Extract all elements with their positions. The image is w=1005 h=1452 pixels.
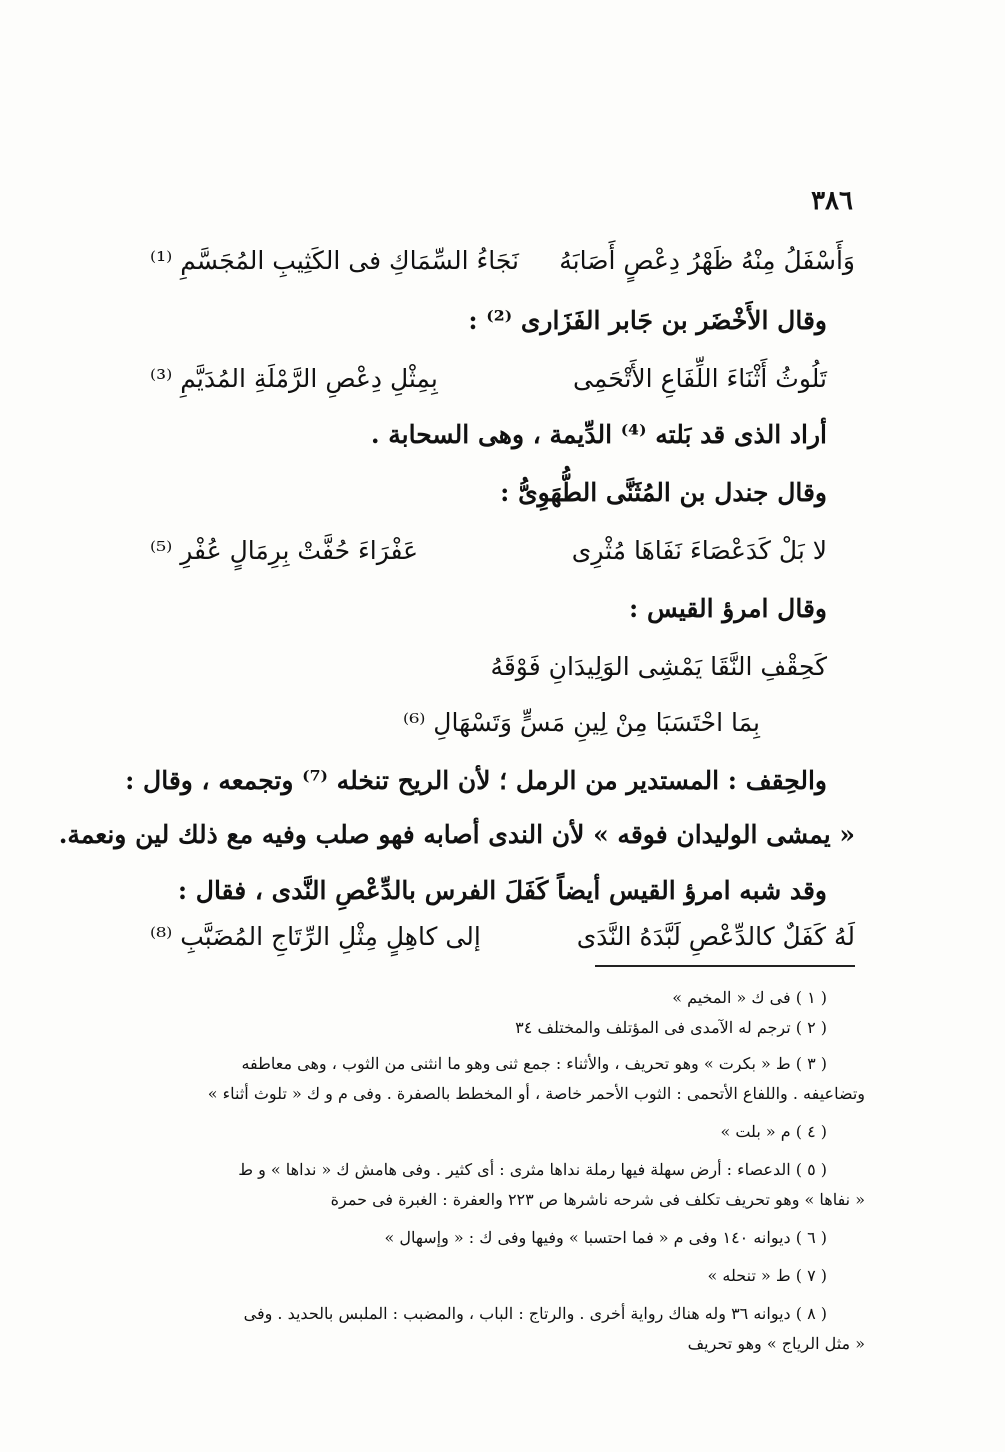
verse-hemistich-right: لَهُ كَفَلٌ كالدِّعْصِ لَبَّدَهُ النَّدَى: [576, 922, 855, 951]
footnote-continuation: « نفاها » وهو تحريف تكلف فى شرحه ناشرها ص ٢٢٣ والعفرة : الغبرة فى حمرة: [330, 1190, 865, 1209]
footnote: ( ١ ) فى ك « المخيم »: [672, 988, 827, 1007]
prose-line: وقال جندل بن المُثَنَّى الطُّهَوِىُّ :: [500, 478, 827, 507]
verse-single-line: كَحِقْفِ النَّقَا يَمْشِى الوَلِيدَانِ فَوْقَهُ: [490, 652, 827, 681]
verse-hemistich-right: تَلُوثُ أَثْنَاءَ اللِّفَاعِ الأَتْحَمِى: [573, 364, 827, 393]
verse-line-3: [150, 536, 827, 566]
footnote-divider: [595, 965, 855, 967]
footnote: ( ٧ ) ط « تنحله »: [707, 1266, 827, 1285]
verse-line-1: [150, 246, 855, 276]
footnote: ( ٤ ) م « بلت »: [720, 1122, 827, 1141]
footnote: ( ٦ ) ديوانه ١٤٠ وفى م « فما احتسبا » وفيها وفى ك : « وإسهال »: [384, 1228, 827, 1247]
verse-line-4: [150, 922, 855, 952]
verse-hemistich-left: نَجَاءُ السِّمَاكِ فى الكَثِيبِ المُجَسَّمِ ⁽¹⁾: [150, 246, 519, 275]
prose-line: أراد الذى قد بَلته ⁽⁴⁾ الدِّيمة ، وهى السحابة .: [370, 420, 827, 449]
footnote: ( ٥ ) الدعصاء : أرض سهلة فيها رملة نداها مثرى : أى كثير . وفى هامش ك « نداها » و ط: [238, 1160, 827, 1179]
verse-hemistich-left: بِمِثْلِ دِعْصِ الرَّمْلَةِ المُدَيَّمِ ⁽³⁾: [150, 364, 438, 393]
prose-line: وقال الأَخْضَر بن جَابر الفَزَارى ⁽²⁾ :: [468, 306, 827, 335]
prose-line: وقد شبه امرؤ القيس أيضاً كَفَلَ الفرس بالدِّعْصِ النَّدى ، فقال :: [177, 876, 827, 905]
footnote: ( ٨ ) ديوانه ٣٦ وله هناك رواية أخرى . والرتاج : الباب ، والمضبب : الملبس بالحديد . وفى: [243, 1304, 827, 1323]
verse-line-2: [150, 364, 827, 394]
footnote-continuation: « مثل الرياج » وهو تحريف: [687, 1334, 865, 1353]
verse-hemistich-left: إلى كاهِلٍ مِثْلِ الرِّتَاجِ المُضَبَّبِ ⁽⁸⁾: [150, 922, 481, 951]
verse-hemistich-right: لا بَلْ كَدَعْصَاءَ نَفَاهَا مُثْرِى: [571, 536, 827, 565]
footnote: ( ٣ ) ط « بكرت » وهو تحريف ، والأثناء : جمع ثنى وهو ما انثنى من الثوب ، وهى معاطفه: [241, 1054, 827, 1073]
footnote-continuation: وتضاعيفه . واللفاع الأتحمى : الثوب الأحمر خاصة ، أو المخطط بالصفرة . وفى م و ك « تلوث أثناء »: [207, 1084, 865, 1103]
page-number: ٣٨٦: [811, 186, 853, 216]
verse-single-line: بِمَا احْتَسَبَا مِنْ لِينِ مَسٍّ وَتَسْهَالِ ⁽⁶⁾: [403, 708, 760, 737]
prose-line: وقال امرؤ القيس :: [629, 594, 827, 623]
prose-line: والحِقف : المستدير من الرمل ؛ لأن الريح تنخله ⁽⁷⁾ وتجمعه ، وقال :: [125, 766, 827, 795]
verse-hemistich-right: وَأَسْفَلُ مِنْهُ ظَهْرُ دِعْصٍ أَصَابَهُ: [559, 246, 855, 275]
footnote: ( ٢ ) ترجم له الآمدى فى المؤتلف والمختلف ٣٤: [515, 1018, 827, 1037]
prose-line: « يمشى الوليدان فوقه » لأن الندى أصابه فهو صلب وفيه مع ذلك لين ونعمة.: [58, 820, 855, 849]
verse-hemistich-left: عَفْرَاءَ حُفَّتْ بِرِمَالٍ عُفْرِ ⁽⁵⁾: [150, 536, 419, 565]
